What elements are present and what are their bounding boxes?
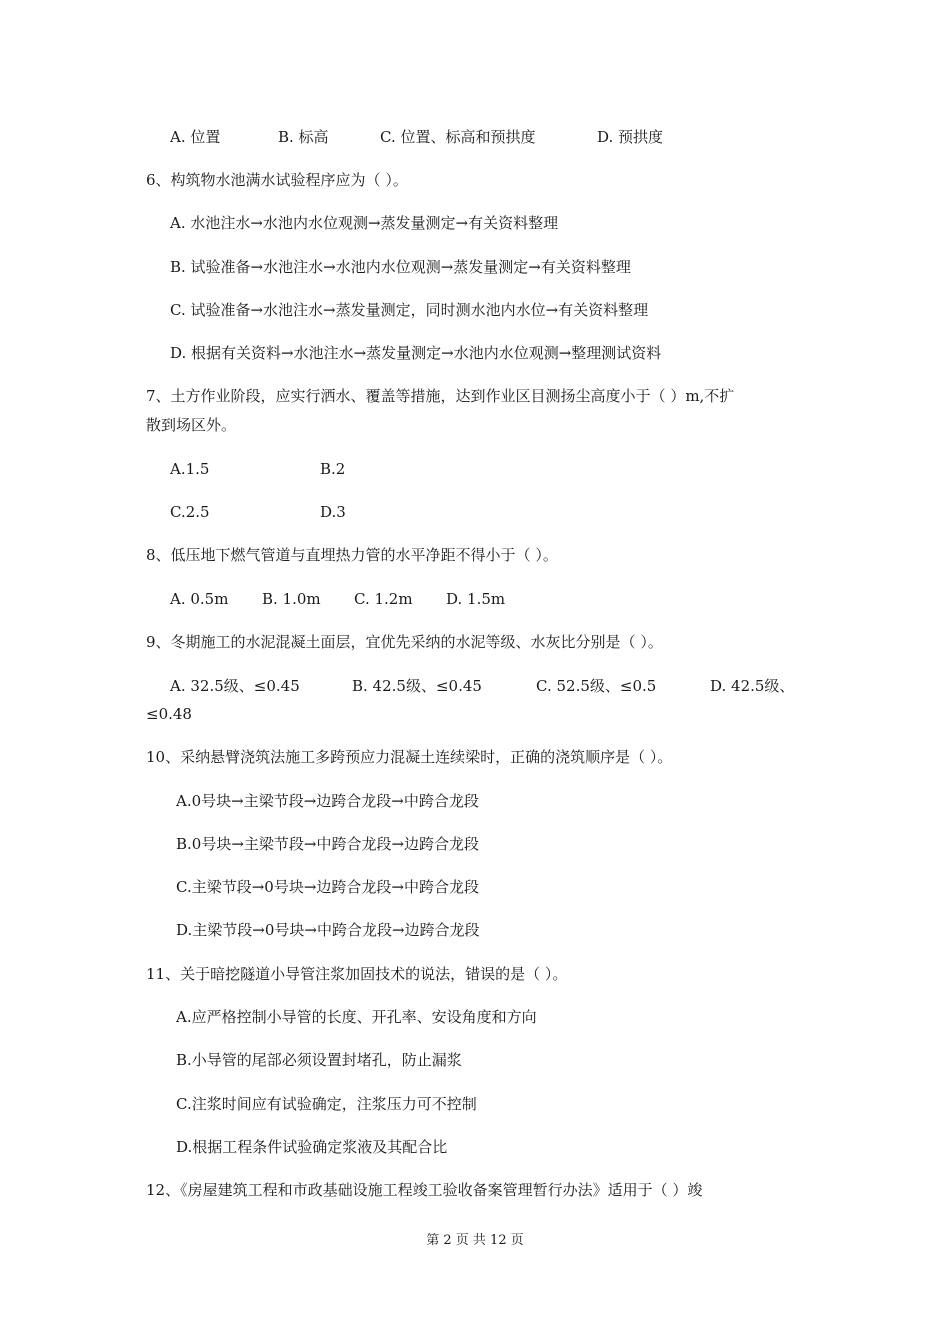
q11-stem: 11、关于暗挖隧道小导管注浆加固技术的说法，错误的是（ ）。 bbox=[146, 965, 568, 983]
q6-stem: 6、构筑物水池满水试验程序应为（ ）。 bbox=[146, 171, 408, 189]
q11-option-d: D.根据工程条件试验确定浆液及其配合比 bbox=[176, 1138, 448, 1156]
q5-option-d: D. 预拱度 bbox=[597, 128, 664, 146]
q5-option-c: C. 位置、标高和预拱度 bbox=[380, 128, 536, 146]
q6-option-a: A. 水池注水→水池内水位观测→蒸发量测定→有关资料整理 bbox=[170, 214, 559, 232]
q6-option-b: B. 试验准备→水池注水→水池内水位观测→蒸发量测定→有关资料整理 bbox=[170, 258, 631, 276]
q10-stem: 10、采纳悬臂浇筑法施工多跨预应力混凝土连续梁时，正确的浇筑顺序是（ ）。 bbox=[146, 748, 673, 766]
q7-option-d: D.3 bbox=[320, 503, 346, 521]
q7-stem-line1: 7、土方作业阶段，应实行洒水、覆盖等措施，达到作业区目测扬尘高度小于（ ）m,不扩 bbox=[146, 387, 735, 405]
q7-option-b: B.2 bbox=[320, 460, 346, 478]
page-footer: 第 2 页 共 12 页 bbox=[426, 1233, 524, 1248]
q7-option-a: A.1.5 bbox=[170, 460, 210, 478]
q12-stem: 12、《房屋建筑工程和市政基础设施工程竣工验收备案管理暂行办法》适用于（ ）竣 bbox=[146, 1181, 703, 1199]
q7-stem-line2: 散到场区外。 bbox=[146, 416, 237, 434]
q9-option-b: B. 42.5级、≤0.45 bbox=[352, 677, 482, 695]
q8-option-b: B. 1.0m bbox=[262, 590, 321, 608]
q8-option-d: D. 1.5m bbox=[446, 590, 506, 608]
q5-option-b: B. 标高 bbox=[278, 128, 329, 146]
q9-option-d: D. 42.5级、 bbox=[710, 677, 795, 695]
q10-option-a: A.0号块→主梁节段→边跨合龙段→中跨合龙段 bbox=[176, 792, 479, 810]
q8-stem: 8、低压地下燃气管道与直埋热力管的水平净距不得小于（ ）。 bbox=[146, 546, 558, 564]
q5-option-a: A. 位置 bbox=[170, 128, 221, 146]
q8-option-a: A. 0.5m bbox=[170, 590, 229, 608]
q10-option-d: D.主梁节段→0号块→中跨合龙段→边跨合龙段 bbox=[176, 921, 480, 939]
q9-option-c: C. 52.5级、≤0.5 bbox=[536, 677, 657, 695]
q10-option-c: C.主梁节段→0号块→边跨合龙段→中跨合龙段 bbox=[176, 878, 479, 896]
q9-option-d-continuation: ≤0.48 bbox=[146, 705, 192, 723]
q9-option-a: A. 32.5级、≤0.45 bbox=[170, 677, 300, 695]
q8-option-c: C. 1.2m bbox=[354, 590, 413, 608]
q10-option-b: B.0号块→主梁节段→中跨合龙段→边跨合龙段 bbox=[176, 835, 480, 853]
q11-option-b: B.小导管的尾部必须设置封堵孔，防止漏浆 bbox=[176, 1051, 462, 1069]
q11-option-a: A.应严格控制小导管的长度、开孔率、安设角度和方向 bbox=[176, 1008, 537, 1026]
q6-option-c: C. 试验准备→水池注水→蒸发量测定，同时测水池内水位→有关资料整理 bbox=[170, 301, 649, 319]
q6-option-d: D. 根据有关资料→水池注水→蒸发量测定→水池内水位观测→整理测试资料 bbox=[170, 344, 662, 362]
q11-option-c: C.注浆时间应有试验确定，注浆压力可不控制 bbox=[176, 1095, 477, 1113]
q9-stem: 9、冬期施工的水泥混凝土面层，宜优先采纳的水泥等级、水灰比分别是（ ）。 bbox=[146, 633, 663, 651]
q7-option-c: C.2.5 bbox=[170, 503, 210, 521]
